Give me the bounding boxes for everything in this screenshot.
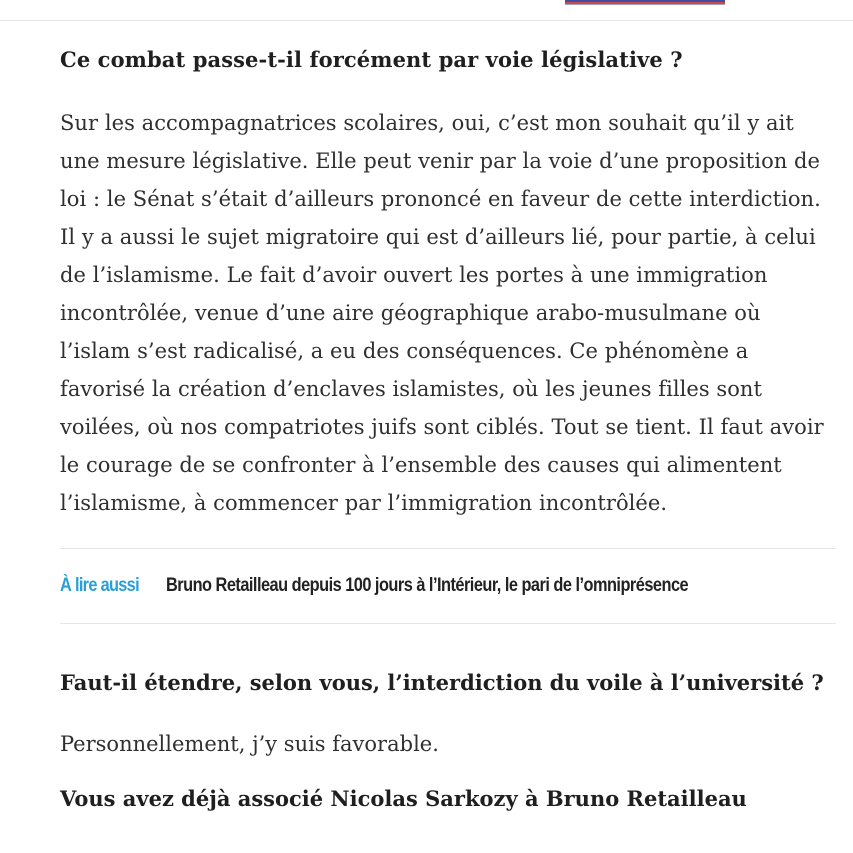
flag-tail-stripe [565, 4, 725, 5]
interview-question-1: Ce combat passe-t-il forcément par voie législative ? [60, 47, 683, 72]
interview-answer-1: Sur les accompagnatrices scolaires, oui, c’est mon souhait qu’il y ait une mesure législative. Elle peut venir par la voie d’une proposition de loi : le Sénat s’était d’ailleurs prononcé en faveur de cette interdiction. Il y a aussi le sujet migratoire qui est d’ailleurs lié, pour partie, à celui de l’islamisme. Le fait d’avoir ouvert les portes à une immigration incontrôlée, venue d’une aire géographique arabo-musulmane où l’islam s’est radicalisé, a eu des conséquences. Ce phénomène a favorisé la création d’enclaves islamistes, où les jeunes filles sont voilées, où nos compatriotes juifs sont ciblés. Tout se tient. Il faut avoir le courage de se confronter à l’ensemble des causes qui alimentent l’islamisme, à commencer par l’immigration incontrôlée. [60, 111, 824, 515]
top-bar [0, 0, 853, 21]
related-article-link[interactable]: Bruno Retailleau depuis 100 jours à l’Intérieur, le pari de l’omniprésence [165, 575, 688, 596]
interview-question-3: Vous avez déjà associé Nicolas Sarkozy à Bruno Retailleau [60, 786, 747, 811]
article-body [60, 30, 836, 818]
related-kicker: À lire aussi [60, 575, 139, 596]
related-article-box[interactable] [60, 548, 836, 624]
interview-answer-2: Personnellement, j’y suis favorable. [60, 732, 439, 756]
tricolor-accent [565, 0, 725, 5]
interview-question-2: Faut-il étendre, selon vous, l’interdiction du voile à l’université ? [60, 670, 824, 695]
